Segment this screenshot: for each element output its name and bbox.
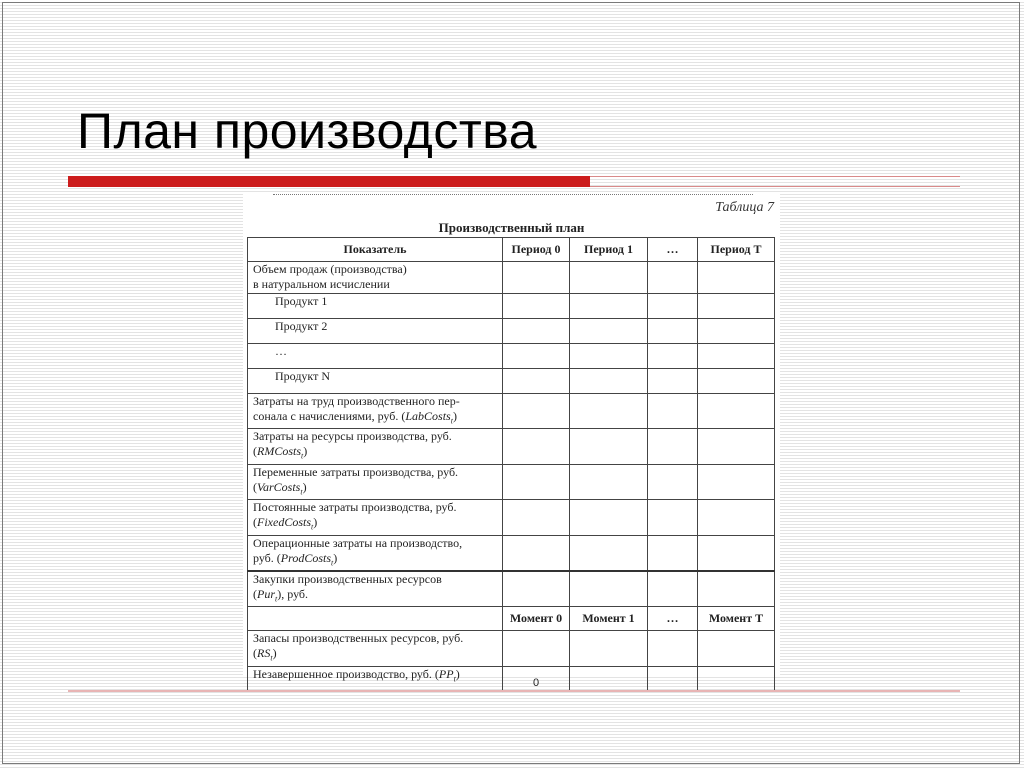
cell — [698, 394, 775, 429]
cell — [503, 394, 570, 429]
header-indicator: Показатель — [248, 238, 503, 262]
cell — [698, 666, 775, 691]
cell — [503, 464, 570, 499]
header-moment-t: Момент T — [698, 607, 775, 631]
cell — [648, 571, 698, 607]
cell — [698, 262, 775, 294]
slide-title: План производства — [77, 103, 538, 159]
cell — [648, 464, 698, 499]
cell — [503, 344, 570, 369]
cell — [648, 294, 698, 319]
cell — [503, 319, 570, 344]
cell — [503, 500, 570, 535]
header-moment-ellipsis: … — [648, 607, 698, 631]
table-row — [248, 344, 775, 369]
row-label: Запасы производственных ресурсов, руб. $(RS_t)$ — [248, 631, 503, 666]
table-header-row — [248, 238, 775, 262]
cell — [648, 429, 698, 464]
cell — [570, 464, 648, 499]
row-label: Продукт N — [248, 369, 503, 394]
row-label: Продукт 1 — [248, 294, 503, 319]
table-row — [248, 369, 775, 394]
scan-artifacts — [273, 194, 753, 199]
table-row — [248, 571, 775, 607]
moment-header-row — [248, 607, 775, 631]
cell — [570, 666, 648, 691]
table-row — [248, 631, 775, 666]
cell — [698, 294, 775, 319]
header-period-0: Период 0 — [503, 238, 570, 262]
cell — [698, 631, 775, 666]
cell — [648, 319, 698, 344]
header-moment-1: Момент 1 — [570, 607, 648, 631]
cell — [570, 319, 648, 344]
cell — [570, 500, 648, 535]
cell — [570, 262, 648, 294]
cell — [698, 344, 775, 369]
cell — [648, 631, 698, 666]
production-plan-table — [247, 237, 775, 692]
row-label: Незавершенное производство, руб. $(PP_t)$ — [248, 666, 503, 691]
header-moment-0: Момент 0 — [503, 607, 570, 631]
cell — [503, 571, 570, 607]
cell — [698, 429, 775, 464]
cell — [570, 535, 648, 571]
row-label: Объем продаж (производства) в натуральном исчислении — [248, 262, 503, 294]
cell — [570, 369, 648, 394]
header-period-1: Период 1 — [570, 238, 648, 262]
row-label: Затраты на труд производственного пер- сонала с начислениями, руб. (LabCosts$_t$) — [248, 394, 503, 429]
bottom-divider — [68, 690, 960, 692]
cell — [503, 294, 570, 319]
cell — [698, 500, 775, 535]
table-row — [248, 500, 775, 535]
cell — [503, 369, 570, 394]
cell-value: 0 — [503, 666, 570, 691]
scanned-document — [243, 192, 780, 689]
cell — [503, 535, 570, 571]
cell — [248, 607, 503, 631]
row-label: Продукт 2 — [248, 319, 503, 344]
table-row — [248, 394, 775, 429]
cell — [648, 262, 698, 294]
accent-bar — [68, 176, 590, 187]
cell — [503, 429, 570, 464]
table-row — [248, 666, 775, 691]
header-period-ellipsis: … — [648, 238, 698, 262]
cell — [698, 319, 775, 344]
cell — [648, 369, 698, 394]
cell — [648, 535, 698, 571]
table-row — [248, 429, 775, 464]
table-label: Таблица 7 — [715, 200, 774, 215]
accent-line-right — [590, 186, 960, 187]
row-label: Операционные затраты на производство, руб. (ProdCosts$_t$) — [248, 535, 503, 571]
row-label: Затраты на ресурсы производства, руб. (RMCosts$_t$) — [248, 429, 503, 464]
row-label: Закупки производственных ресурсов (Pur$_t$), руб. — [248, 571, 503, 607]
cell — [698, 571, 775, 607]
cell — [648, 394, 698, 429]
cell — [570, 429, 648, 464]
cell — [570, 344, 648, 369]
table-caption: Производственный план — [438, 220, 585, 235]
cell — [698, 464, 775, 499]
cell — [503, 631, 570, 666]
cell — [570, 394, 648, 429]
table-row — [248, 294, 775, 319]
cell — [648, 500, 698, 535]
cell — [698, 369, 775, 394]
table-row — [248, 464, 775, 499]
row-label: … — [248, 344, 503, 369]
cell — [648, 344, 698, 369]
cell — [570, 631, 648, 666]
cell — [570, 294, 648, 319]
row-label: Переменные затраты производства, руб. (VarCosts$_t$) — [248, 464, 503, 499]
cell — [698, 535, 775, 571]
table-row — [248, 319, 775, 344]
cell — [648, 666, 698, 691]
table-row — [248, 535, 775, 571]
header-period-t: Период T — [698, 238, 775, 262]
cell — [570, 571, 648, 607]
cell — [503, 262, 570, 294]
table-row — [248, 262, 775, 294]
row-label: Постоянные затраты производства, руб. (FixedCosts$_t$) — [248, 500, 503, 535]
